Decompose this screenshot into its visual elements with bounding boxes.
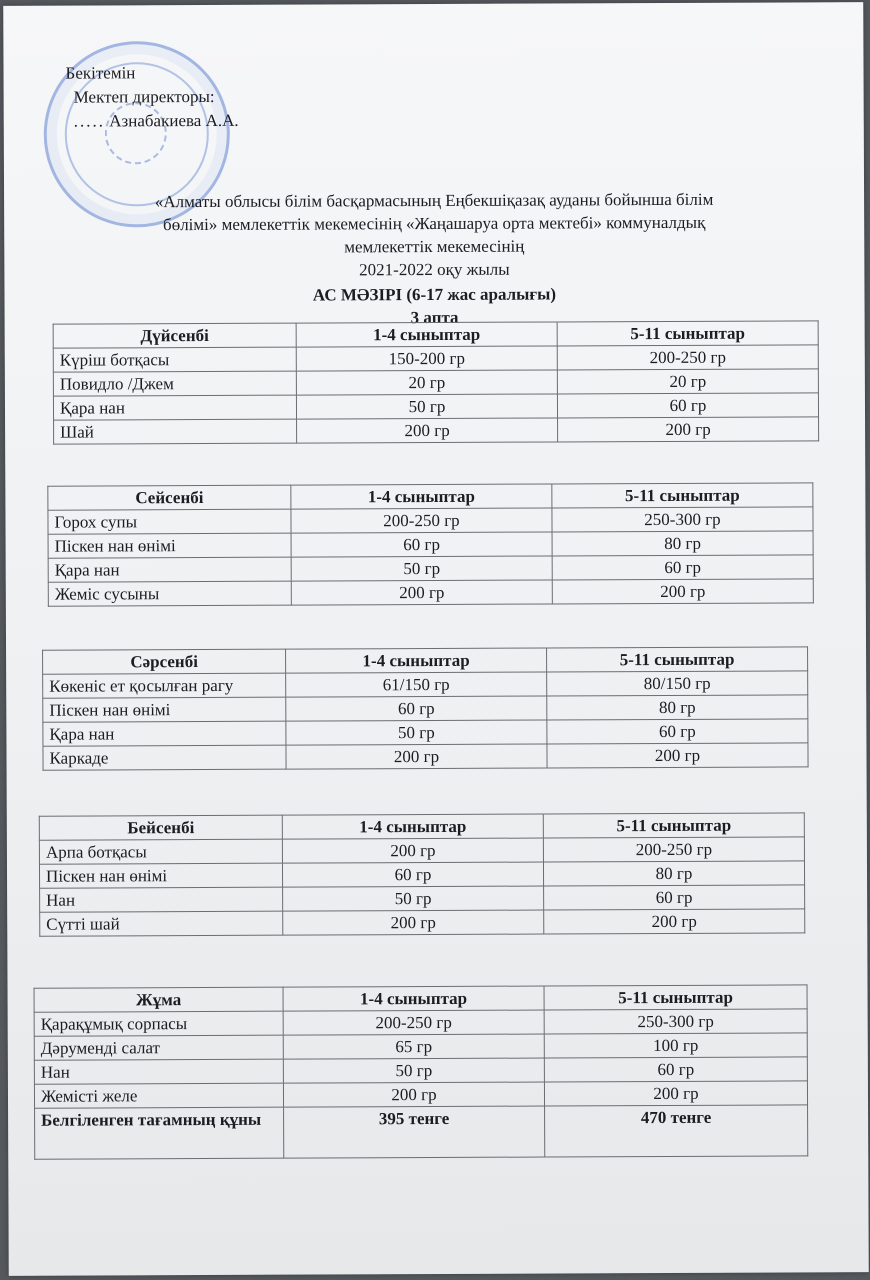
food-item: Жемісті желе bbox=[34, 1083, 283, 1108]
total-cost-label: Белгіленген тағамның құны bbox=[35, 1107, 284, 1159]
food-item: Піскен нан өнімі bbox=[43, 697, 286, 722]
director-name: Азнабакиева А.А. bbox=[109, 110, 239, 131]
portion-5-11: 80 гр bbox=[543, 861, 804, 886]
grade-1-4-header: 1-4 сыныптар bbox=[286, 648, 547, 673]
grade-1-4-header: 1-4 сыныптар bbox=[291, 484, 552, 509]
table-row bbox=[40, 909, 805, 936]
portion-5-11: 200-250 гр bbox=[557, 345, 818, 370]
portion-5-11: 80 гр bbox=[547, 695, 808, 720]
portion-5-11: 80/150 гр bbox=[547, 671, 808, 696]
food-item: Дәруменді салат bbox=[34, 1035, 283, 1060]
food-item: Повидло /Джем bbox=[53, 371, 296, 396]
day-header: Сәрсенбі bbox=[43, 649, 286, 674]
portion-1-4: 150-200 гр bbox=[296, 346, 557, 371]
org-line-1: «Алматы облысы білім басқармасының Еңбекшіқазақ ауданы бойынша білім bbox=[154, 189, 714, 212]
table-row bbox=[48, 507, 813, 534]
portion-5-11: 60 гр bbox=[547, 719, 808, 744]
school-year: 2021-2022 оқу жылы bbox=[359, 259, 510, 280]
portion-1-4: 200 гр bbox=[283, 1082, 544, 1107]
portion-5-11: 60 гр bbox=[544, 885, 805, 910]
director-position: Мектеп директоры: bbox=[73, 86, 215, 107]
portion-1-4: 61/150 гр bbox=[286, 672, 547, 697]
food-item: Нан bbox=[34, 1059, 283, 1084]
portion-1-4: 60 гр bbox=[291, 532, 552, 557]
portion-5-11: 200 гр bbox=[552, 579, 813, 604]
day-header: Сейсенбі bbox=[48, 485, 291, 510]
table-row bbox=[34, 1009, 807, 1036]
table-row bbox=[43, 671, 808, 698]
portion-5-11: 200 гр bbox=[558, 417, 819, 442]
food-item: Қара нан bbox=[43, 721, 286, 746]
food-item: Нан bbox=[40, 887, 283, 912]
portion-1-4: 60 гр bbox=[282, 862, 543, 887]
food-item: Піскен нан өнімі bbox=[39, 863, 282, 888]
total-cost-5-11: 470 тенге bbox=[545, 1105, 808, 1157]
day-header: Жұма bbox=[34, 987, 283, 1012]
total-cost-row bbox=[35, 1105, 808, 1159]
portion-5-11: 200-250 гр bbox=[543, 837, 804, 862]
portion-5-11: 200 гр bbox=[544, 1081, 807, 1106]
portion-5-11: 100 гр bbox=[544, 1033, 807, 1058]
menu-table-wednesday bbox=[42, 646, 809, 770]
portion-1-4: 50 гр bbox=[283, 886, 544, 911]
table-row bbox=[53, 393, 818, 420]
portion-5-11: 250-300 гр bbox=[544, 1009, 807, 1034]
table-row bbox=[43, 743, 808, 770]
day-header: Бейсенбі bbox=[39, 815, 282, 840]
director-signature-line bbox=[66, 109, 239, 134]
grade-1-4-header: 1-4 сыныптар bbox=[283, 986, 544, 1011]
grade-5-11-header: 5-11 сыныптар bbox=[552, 483, 813, 508]
portion-1-4: 200 гр bbox=[286, 744, 547, 769]
table-row bbox=[39, 861, 804, 888]
portion-1-4: 50 гр bbox=[286, 720, 547, 745]
table-row bbox=[39, 837, 804, 864]
food-item: Қарақұмық сорпасы bbox=[34, 1011, 283, 1036]
table-header-row bbox=[53, 321, 818, 348]
food-item: Горох супы bbox=[48, 509, 291, 534]
portion-1-4: 65 гр bbox=[283, 1034, 544, 1059]
portion-1-4: 200-250 гр bbox=[283, 1010, 544, 1035]
portion-1-4: 60 гр bbox=[286, 696, 547, 721]
menu-table-tuesday bbox=[47, 482, 814, 606]
table-row bbox=[43, 719, 808, 746]
total-cost-1-4: 395 тенге bbox=[284, 1106, 545, 1158]
org-line-3: мемлекеттік мекемесінің bbox=[344, 236, 525, 257]
menu-table-friday bbox=[34, 984, 809, 1159]
portion-5-11: 20 гр bbox=[557, 369, 818, 394]
food-item: Қара нан bbox=[53, 395, 296, 420]
portion-1-4: 20 гр bbox=[296, 370, 557, 395]
menu-table-thursday bbox=[39, 812, 806, 936]
grade-5-11-header: 5-11 сыныптар bbox=[544, 985, 807, 1010]
grade-5-11-header: 5-11 сыныптар bbox=[543, 813, 804, 838]
table-row bbox=[53, 369, 818, 396]
table-row bbox=[54, 417, 819, 444]
document-page bbox=[3, 2, 869, 1276]
menu-table-monday bbox=[53, 320, 820, 444]
portion-5-11: 200 гр bbox=[547, 743, 808, 768]
food-item: Жеміс сусыны bbox=[48, 581, 291, 606]
food-item: Сүтті шай bbox=[40, 911, 283, 936]
table-header-row bbox=[34, 985, 807, 1012]
org-line-2: бөлімі» мемлекеттік мекемесінің «Жаңашаруа орта мектебі» коммуналдық bbox=[162, 212, 706, 235]
portion-5-11: 60 гр bbox=[552, 555, 813, 580]
table-row bbox=[48, 531, 813, 558]
food-item: Көкеніс ет қосылған рагу bbox=[43, 673, 286, 698]
portion-5-11: 60 гр bbox=[544, 1057, 807, 1082]
food-item: Шай bbox=[54, 419, 297, 444]
table-row bbox=[40, 885, 805, 912]
menu-title: АС МӘЗІРІ (6-17 жас аралығы) bbox=[312, 284, 557, 305]
portion-1-4: 50 гр bbox=[296, 394, 557, 419]
food-item: Арпа ботқасы bbox=[39, 839, 282, 864]
portion-5-11: 60 гр bbox=[557, 393, 818, 418]
table-row bbox=[34, 1081, 807, 1108]
portion-1-4: 50 гр bbox=[291, 556, 552, 581]
table-row bbox=[34, 1057, 807, 1084]
portion-1-4: 200-250 гр bbox=[291, 508, 552, 533]
grade-5-11-header: 5-11 сыныптар bbox=[557, 321, 818, 346]
table-row bbox=[34, 1033, 807, 1060]
food-item: Каркаде bbox=[43, 745, 286, 770]
table-row bbox=[53, 345, 818, 372]
table-header-row bbox=[39, 813, 804, 840]
portion-1-4: 200 гр bbox=[291, 580, 552, 605]
grade-5-11-header: 5-11 сыныптар bbox=[547, 647, 808, 672]
table-row bbox=[48, 555, 813, 582]
food-item: Қара нан bbox=[48, 557, 291, 582]
week-label: 3 апта bbox=[410, 307, 459, 328]
signature-dots: ..... bbox=[73, 111, 106, 131]
portion-1-4: 200 гр bbox=[282, 838, 543, 863]
portion-5-11: 250-300 гр bbox=[552, 507, 813, 532]
table-row bbox=[43, 695, 808, 722]
portion-5-11: 200 гр bbox=[544, 909, 805, 934]
approval-block bbox=[65, 61, 238, 134]
portion-1-4: 50 гр bbox=[283, 1058, 544, 1083]
grade-1-4-header: 1-4 сыныптар bbox=[296, 322, 557, 347]
approval-heading: Бекітемін bbox=[65, 63, 136, 83]
food-item: Күріш ботқасы bbox=[53, 347, 296, 372]
day-header: Дүйсенбі bbox=[53, 323, 296, 348]
grade-1-4-header: 1-4 сыныптар bbox=[282, 814, 543, 839]
table-row bbox=[48, 579, 813, 606]
portion-1-4: 200 гр bbox=[283, 910, 544, 935]
food-item: Піскен нан өнімі bbox=[48, 533, 291, 558]
table-header-row bbox=[43, 647, 808, 674]
portion-1-4: 200 гр bbox=[297, 418, 558, 443]
portion-5-11: 80 гр bbox=[552, 531, 813, 556]
table-header-row bbox=[48, 483, 813, 510]
